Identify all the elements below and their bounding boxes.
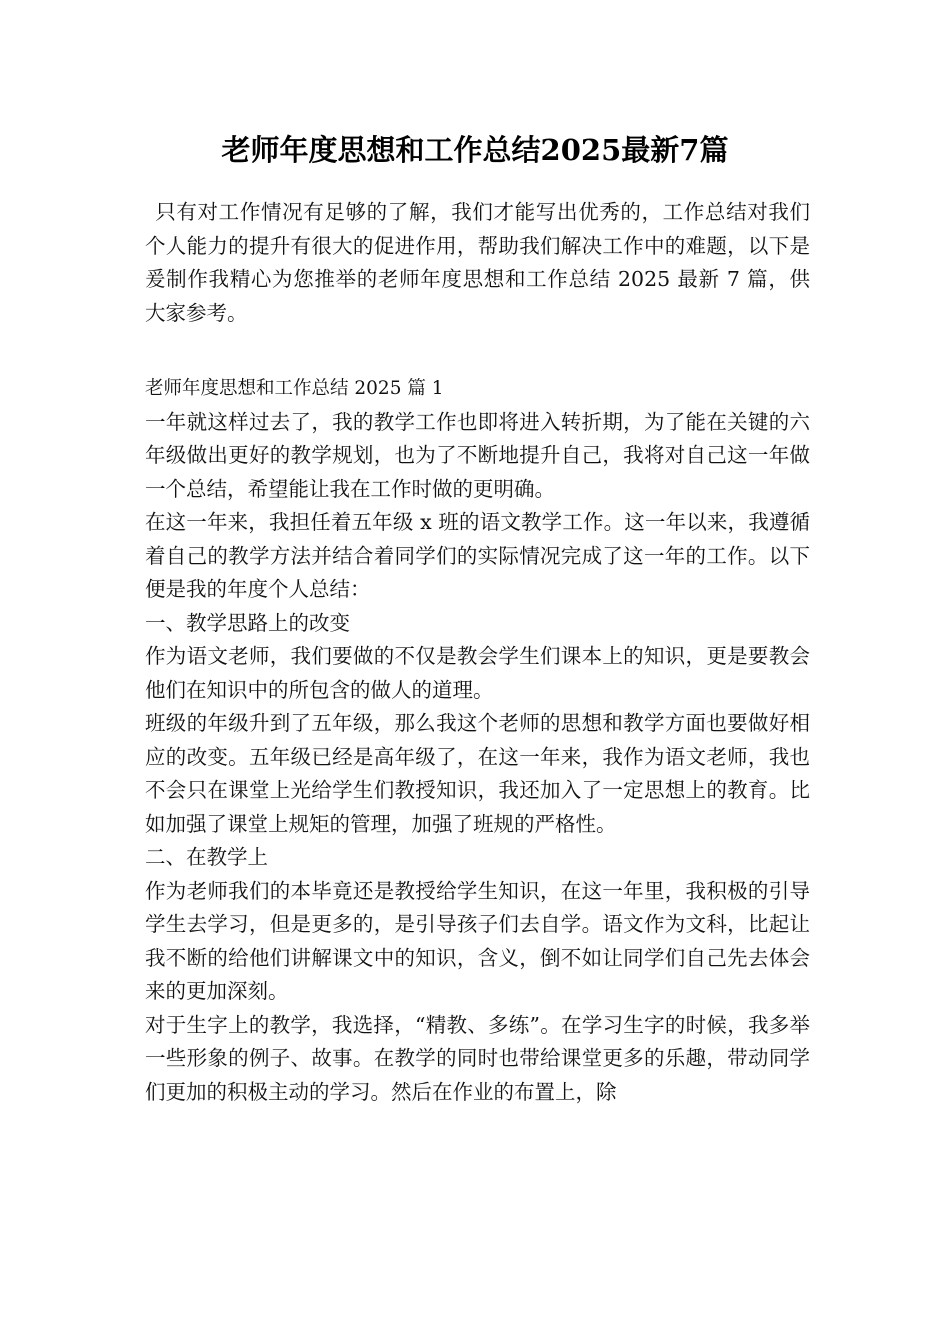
intro-paragraph: 只有对工作情况有足够的了解，我们才能写出优秀的，工作总结对我们个人能力的提升有很大的促进作用，帮助我们解决工作中的难题，以下是爰制作我精心为您推举的老师年度思想和工作总结 2025 最新 7 篇，供大家参考。: [145, 200, 810, 325]
subheading-in-teaching: 二、在教学上: [145, 845, 268, 869]
body-paragraph-1: 一年就这样过去了，我的教学工作也即将进入转折期，为了能在关键的六年级做出更好的教学规划，也为了不断地提升自己，我将对自己这一年做一个总结，希望能让我在工作时做的更明确。: [145, 409, 810, 501]
document-body: [145, 196, 810, 1109]
body-paragraph-3: 作为语文老师，我们要做的不仅是教会学生们课本上的知识，更是要教会他们在知识中的所包含的做人的道理。: [145, 644, 810, 702]
body-paragraph-4: 班级的年级升到了五年级，那么我这个老师的思想和教学方面也要做好相应的改变。五年级已经是高年级了，在这一年来，我作为语文老师，我也不会只在课堂上光给学生们教授知识，我还加入了一定思想上的教育。比如加强了课堂上规矩的管理，加强了班规的严格性。: [145, 711, 810, 836]
subheading-teaching-approach: 一、教学思路上的改变: [145, 610, 350, 635]
section-title: 老师年度思想和工作总结 2025 篇 1: [145, 378, 444, 399]
paragraph-spacer: [145, 330, 810, 372]
document-title: 老师年度思想和工作总结2025最新7篇: [221, 133, 729, 167]
body-paragraph-2: 在这一年来，我担任着五年级 x 班的语文教学工作。这一年以来，我遵循着自己的教学方法并结合着同学们的实际情况完成了这一年的工作。以下便是我的年度个人总结：: [145, 510, 810, 601]
body-paragraph-6: 对于生字上的教学，我选择，“精教、多练”。在学习生字的时候，我多举一些形象的例子、故事。在教学的同时也带给课堂更多的乐趣，带动同学们更加的积极主动的学习。然后在作业的布置上，除: [145, 1012, 810, 1104]
body-paragraph-5: 作为老师我们的本毕竟还是教授给学生知识，在这一年里，我积极的引导学生去学习，但是更多的，是引导孩子们去自学。语文作为文科，比起让我不断的给他们讲解课文中的知识，含义，倒不如让同学们自己先去体会来的更加深刻。: [145, 878, 810, 1003]
